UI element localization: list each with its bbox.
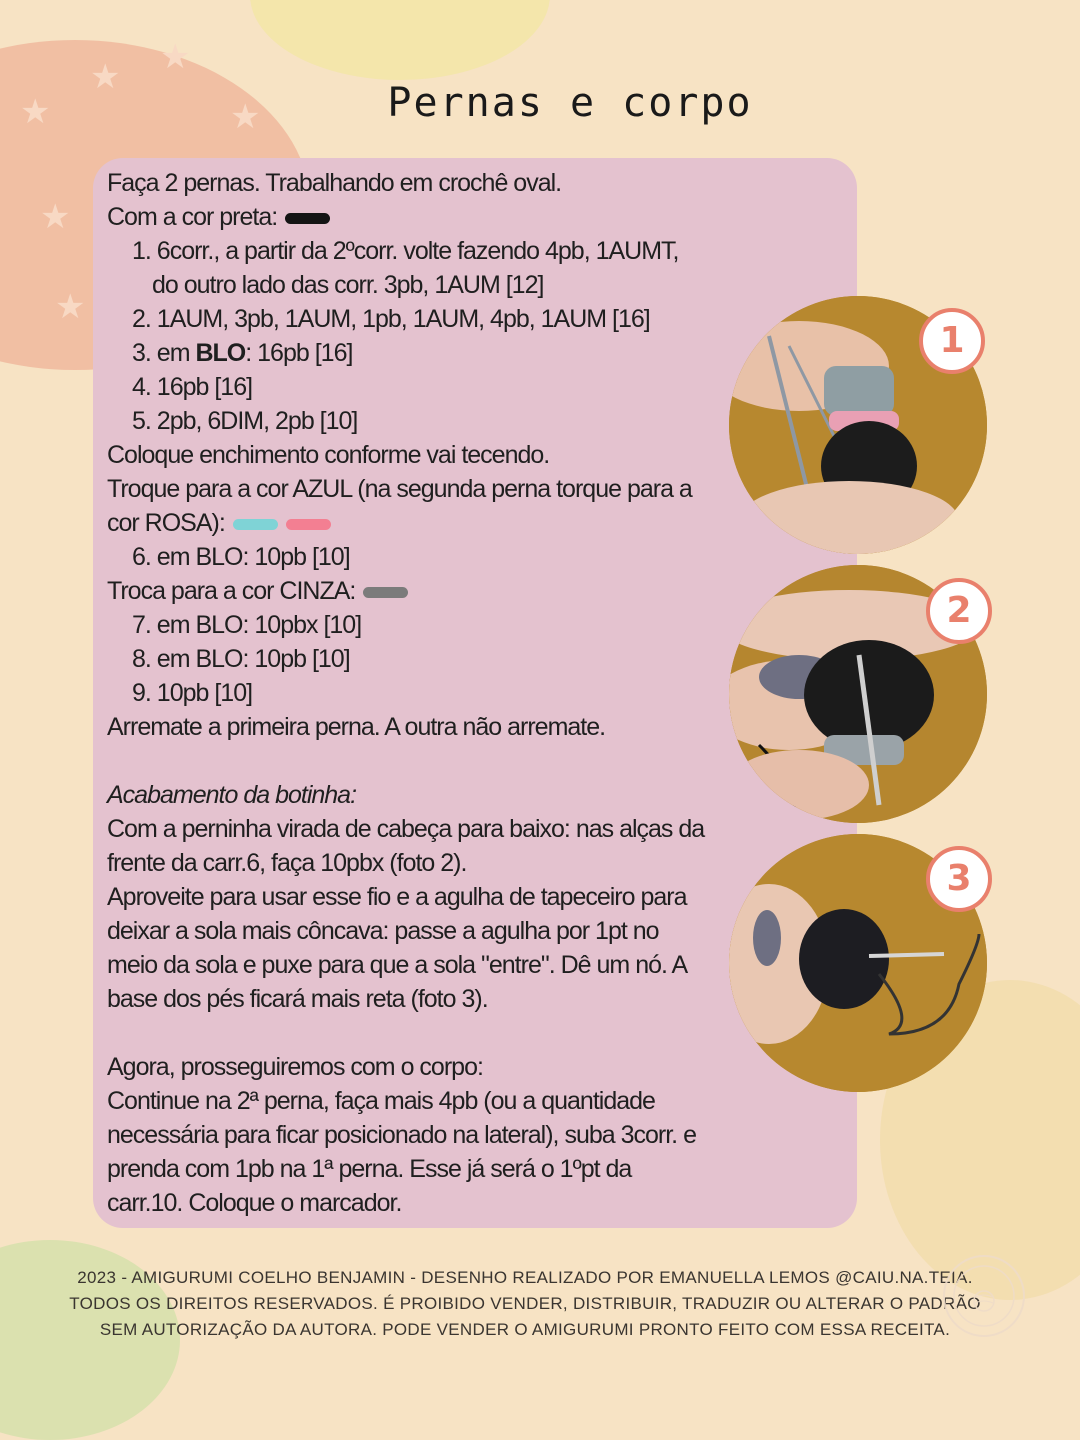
boot-finishing-line: frente da carr.6, faça 10pbx (foto 2). bbox=[107, 849, 467, 877]
boot-finishing-line: Com a perninha virada de cabeça para baixo: nas alças da bbox=[107, 815, 705, 843]
star-decoration-icon: ★ bbox=[230, 98, 261, 136]
star-decoration-icon: ★ bbox=[90, 58, 121, 96]
step-8: 8. em BLO: 10pb [10] bbox=[132, 645, 350, 673]
color-black-label: Com a cor preta: bbox=[107, 203, 278, 231]
body-line: prenda com 1pb na 1ª perna. Esse já será o 1ºpt da bbox=[107, 1155, 632, 1183]
caiu-na-teia-logo-icon bbox=[943, 1255, 1025, 1337]
step-7: 7. em BLO: 10pbx [10] bbox=[132, 611, 362, 639]
body-line: carr.10. Coloque o marcador. bbox=[107, 1189, 402, 1217]
step-3 bbox=[107, 336, 727, 370]
star-decoration-icon: ★ bbox=[160, 38, 191, 76]
change-color-line-b bbox=[107, 506, 727, 540]
boot-finishing-line: base dos pés ficará mais reta (foto 3). bbox=[107, 985, 488, 1013]
instructions-text bbox=[107, 166, 727, 1220]
step-2: 2. 1AUM, 3pb, 1AUM, 1pb, 1AUM, 4pb, 1AUM [16] bbox=[132, 305, 650, 333]
step-9: 9. 10pb [10] bbox=[132, 679, 253, 707]
body-line: Continue na 2ª perna, faça mais 4pb (ou a quantidade bbox=[107, 1087, 655, 1115]
star-decoration-icon: ★ bbox=[55, 288, 86, 326]
step-3-prefix: 3. em bbox=[132, 339, 196, 367]
step-3-blo-bold: BLO bbox=[195, 339, 246, 367]
finish-note: Arremate a primeira perna. A outra não arremate. bbox=[107, 713, 606, 741]
body-line: necessária para ficar posicionado na lateral), suba 3corr. e bbox=[107, 1121, 696, 1149]
star-decoration-icon: ★ bbox=[20, 93, 51, 131]
footer-line-2: TODOS OS DIREITOS RESERVADOS. É PROIBIDO VENDER, DISTRIBUIR, TRADUZIR OU ALTERAR O PADRÃO bbox=[69, 1294, 981, 1313]
change-gray-label: Troca para a cor CINZA: bbox=[107, 577, 356, 605]
black-yarn-swatch bbox=[285, 213, 330, 224]
gray-yarn-swatch bbox=[363, 587, 408, 598]
copyright-footer bbox=[40, 1265, 1010, 1343]
body-line: Agora, prosseguiremos com o corpo: bbox=[107, 1053, 483, 1081]
pink-yarn-swatch bbox=[286, 519, 331, 530]
intro-line: Faça 2 pernas. Trabalhando em crochê oval. bbox=[107, 169, 562, 197]
footer-line-1: 2023 - AMIGURUMI COELHO BENJAMIN - DESENHO REALIZADO POR EMANUELLA LEMOS @CAIU.NA.TEIA. bbox=[77, 1268, 973, 1287]
background-easter-egg-yellow bbox=[250, 0, 550, 80]
boot-finishing-title: Acabamento da botinha: bbox=[107, 781, 357, 809]
change-color-line-a: Troque para a cor AZUL (na segunda perna torque para a bbox=[107, 475, 692, 503]
change-color-label: cor ROSA): bbox=[107, 509, 225, 537]
boot-finishing-line: deixar a sola mais côncava: passe a agulha por 1pt no bbox=[107, 917, 659, 945]
boot-finishing-line: Aproveite para usar esse fio e a agulha de tapeceiro para bbox=[107, 883, 687, 911]
change-gray-line bbox=[107, 574, 727, 608]
step-1-line-a: 1. 6corr., a partir da 2ºcorr. volte fazendo 4pb, 1AUMT, bbox=[132, 237, 679, 265]
step-4: 4. 16pb [16] bbox=[132, 373, 253, 401]
page-title: Pernas e corpo bbox=[387, 80, 753, 126]
blue-yarn-swatch bbox=[233, 519, 278, 530]
step-6: 6. em BLO: 10pb [10] bbox=[132, 543, 350, 571]
photo-1-badge: 1 bbox=[919, 308, 985, 374]
step-3-suffix: : 16pb [16] bbox=[245, 339, 353, 367]
photo-2-badge: 2 bbox=[926, 578, 992, 644]
step-1-line-b: do outro lado das corr. 3pb, 1AUM [12] bbox=[152, 271, 544, 299]
color-black-line bbox=[107, 200, 727, 234]
star-decoration-icon: ★ bbox=[40, 198, 71, 236]
boot-finishing-line: meio da sola e puxe para que a sola "entre". Dê um nó. A bbox=[107, 951, 688, 979]
stuffing-note: Coloque enchimento conforme vai tecendo. bbox=[107, 441, 550, 469]
step-5: 5. 2pb, 6DIM, 2pb [10] bbox=[132, 407, 358, 435]
photo-3-badge: 3 bbox=[926, 846, 992, 912]
footer-line-3: SEM AUTORIZAÇÃO DA AUTORA. PODE VENDER O AMIGURUMI PRONTO FEITO COM ESSA RECEITA. bbox=[99, 1320, 951, 1339]
